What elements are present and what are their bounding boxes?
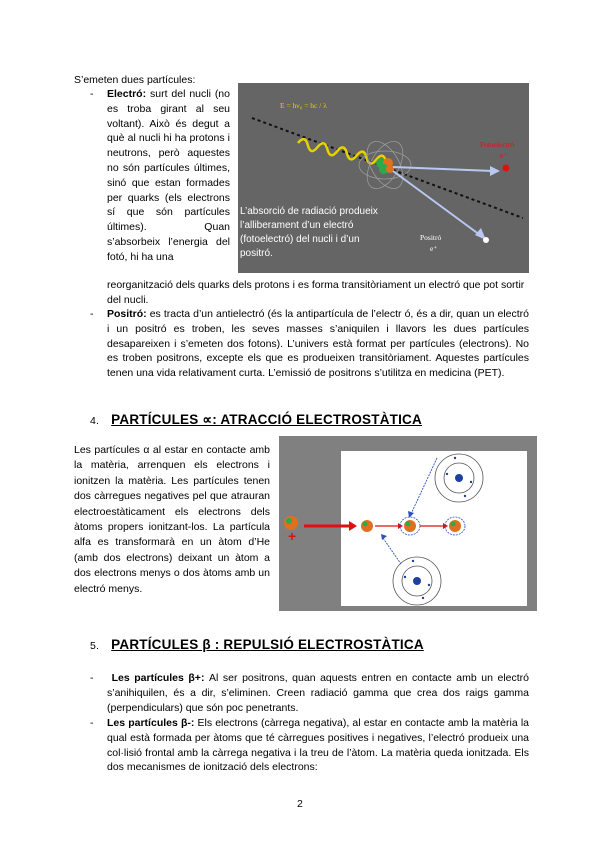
- beta-plus-paragraph: [107, 671, 529, 715]
- bullet-dash: -: [90, 717, 94, 729]
- section-4-heading: [90, 412, 422, 428]
- section-5-number: 5.: [90, 640, 100, 652]
- section-5-title: PARTÍCULES β : REPULSIÓ ELECTROSTÀTICA: [111, 637, 424, 652]
- plus-sign: +: [288, 528, 297, 544]
- figure-caption: L’absorció de radiació produeix l’alliberament d’un electró (fotoelectró) del nucli i d’un positró.: [240, 206, 378, 259]
- positron-arrow: [393, 171, 480, 235]
- alpha-particle: [449, 520, 461, 532]
- electron-symbol: e⁻: [500, 151, 508, 160]
- photoelectric-figure: [238, 83, 529, 273]
- electro-continuation: reorganització dels quarks dels protons i es forma transitòriament un electró que pot sortir del nucli.: [107, 279, 525, 306]
- fotoelectro-label: Fotoelectró: [480, 140, 515, 149]
- positro-paragraph: [107, 307, 529, 381]
- alpha-figure: [279, 436, 537, 611]
- beta-minus-text: Els electrons (càrrega negativa), al estar en contacte amb la matèria la qual està formada per àtoms que té càrregues positives i negatives, l’electró produeix una col·lisió frontal amb la càrrega negativa i la treu de l’àtom. La matèria queda ionitzada. Els dos mecanismes de ionització dels electrons:: [107, 717, 529, 774]
- section-5-heading: [90, 637, 424, 652]
- atom-nucleus: [413, 577, 421, 585]
- positron-dot: [483, 237, 489, 243]
- bullet-dash: -: [90, 88, 94, 100]
- beta-plus-text: Al ser positrons, quan aquests entren en contacte amb un electró s’anihiquilen, és a dir, s’eliminen. Creen radiació gamma que crea dos raigs gamma (perpendiculars) que són poc penetrants.: [107, 672, 530, 714]
- positro-label: Positró:: [107, 308, 147, 320]
- positron-symbol: e⁺: [430, 244, 438, 253]
- bullet-dash: -: [90, 672, 94, 684]
- electron-path: [411, 458, 437, 514]
- positro-text: es tracta d’un antielectró (és la antipartícula de l’electr ó, és a dir, quan un electró i un positró es troben, les seves masses s’aniquilen i llavors les dues partícules desapareixen i s’emeten dos fotons). L’univers està format per partícules (electrons). No es troben positrons, excepte els que es produeixen transitòriament. Aquestes partícules tenen una vida relativament curta. L’emissió de positrons s’utilitza en medicina (PET).: [107, 308, 529, 380]
- alpha-diagram: [279, 436, 537, 611]
- atom-nucleus: [455, 474, 463, 482]
- electro-text: surt del nucli (no es troba girant al seu voltant). Això és degut a què al nucli hi ha protons i neutrons, però aquestes no són partícules últimes, sinó que estan formades per quarks (els electrons sí que són partícules últimes). Quan s’absorbeix l’energia del fotó, hi ha una: [107, 88, 230, 263]
- intro-text: S’emeten dues partícules:: [74, 74, 196, 86]
- electro-label: Electró:: [107, 88, 147, 100]
- energy-equation: E = hν₀ = hc / λ: [280, 101, 327, 110]
- section-4-title: PARTÍCULES ∝: ATRACCIÓ ELECTROSTÀTICA: [111, 412, 422, 427]
- electron-path: [383, 538, 401, 564]
- beta-minus-paragraph: [107, 716, 529, 775]
- page-number: 2: [297, 798, 303, 810]
- section-4-text: Les partícules α al estar en contacte amb la matèria, arrenquen els electrons i ionitzen la matèria. Les partícules tenen dos càrregues negatives pel que atrauran electroestàticament els electrons dels àtoms propers ionitzant-los. La partícula alfa es transformarà en un àtom d’He (amb dos electrons) deixant un àtom a dos electrons menys o dos àtoms amb un electró menys.: [74, 444, 270, 595]
- electron-arrow: [393, 167, 493, 171]
- alpha-particle: [361, 520, 373, 532]
- electro-paragraph: [107, 87, 230, 265]
- section-4-number: 4.: [90, 415, 100, 427]
- beta-plus-label: Les partícules β+:: [111, 672, 205, 684]
- bullet-dash: -: [90, 308, 94, 320]
- beta-minus-label: Les partícules β-:: [107, 717, 195, 729]
- positro-label: Positró: [420, 233, 442, 242]
- alpha-particle: [404, 520, 416, 532]
- electron-dot: [503, 165, 510, 172]
